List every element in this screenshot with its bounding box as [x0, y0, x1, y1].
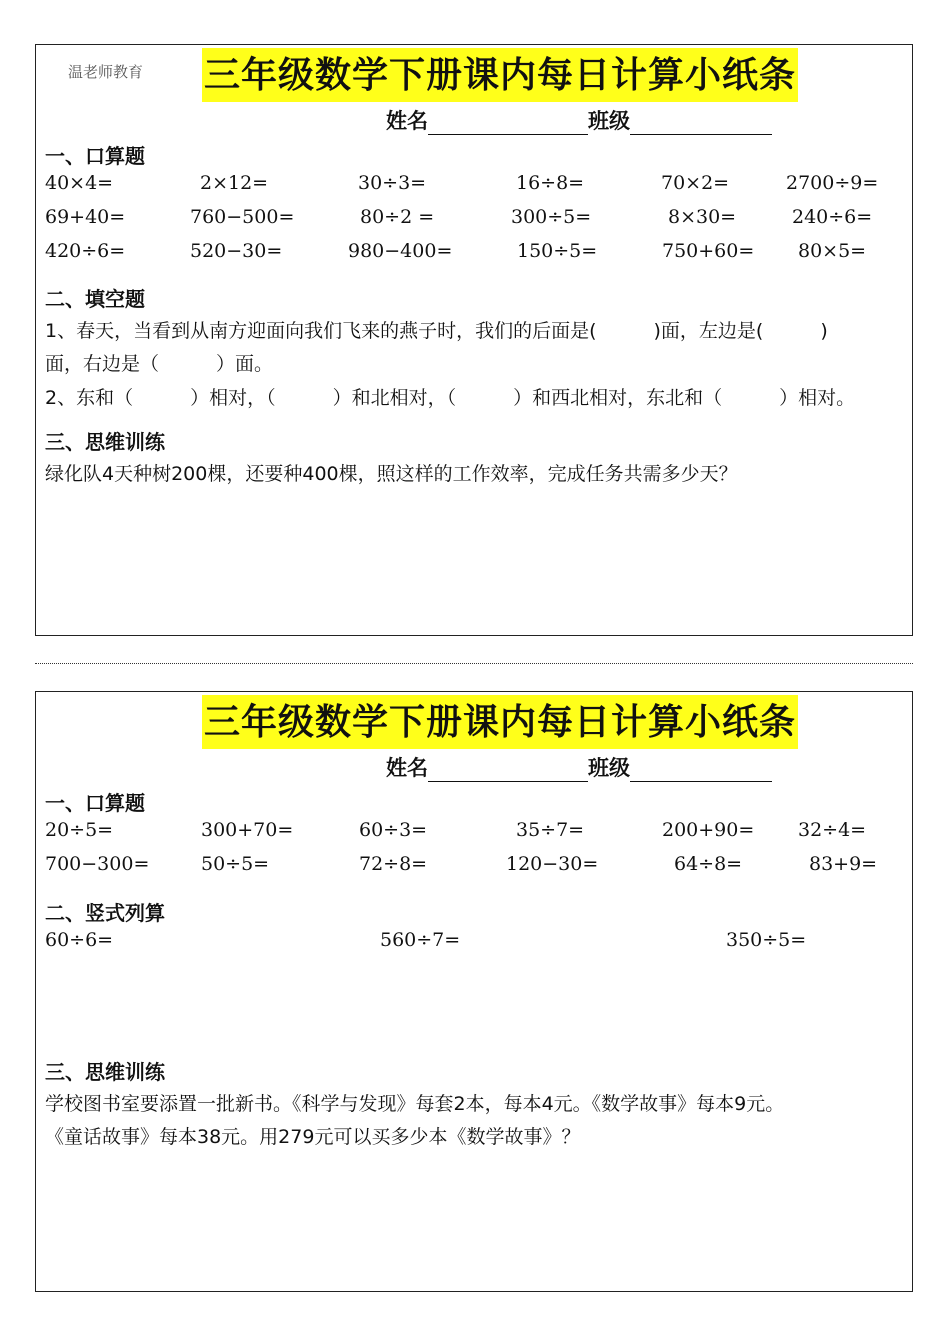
- oral-item: 150÷5=: [517, 240, 598, 262]
- oral-item: 520−30=: [190, 240, 283, 262]
- card2-section-oral: 一、口算题: [45, 791, 145, 815]
- card1-section-fill: 二、填空题: [45, 287, 145, 311]
- card2-section-thinking: 三、思维训练: [45, 1060, 165, 1084]
- card1-section-oral: 一、口算题: [45, 144, 145, 168]
- oral-item: 300+70=: [201, 819, 294, 841]
- cut-line: [35, 663, 913, 664]
- class-label: 班级: [588, 109, 630, 133]
- oral-item: 30÷3=: [358, 172, 427, 194]
- oral-item: 200+90=: [662, 819, 755, 841]
- oral-item: 8×30=: [668, 206, 737, 228]
- fill-question-2: 2、东和（ ）相对，（ ）和北相对，（ ）和西北相对，东北和（ ）相对。: [45, 387, 856, 409]
- card2-name-row: [386, 752, 772, 782]
- oral-item: 60÷3=: [359, 819, 428, 841]
- name-blank[interactable]: [428, 112, 588, 135]
- oral-row: [36, 240, 912, 270]
- oral-item: 2700÷9=: [786, 172, 879, 194]
- thinking-question-line1: 学校图书室要添置一批新书。《科学与发现》每套2本，每本4元。《数学故事》每本9元。: [45, 1093, 785, 1115]
- worksheet-card-1: [35, 44, 913, 636]
- oral-item: 32÷4=: [798, 819, 867, 841]
- oral-item: 420÷6=: [45, 240, 126, 262]
- oral-item: 80÷2 =: [360, 206, 435, 228]
- name-blank[interactable]: [428, 759, 588, 782]
- thinking-question: 绿化队4天种树200棵，还要种400棵，照这样的工作效率，完成任务共需多少天？: [45, 463, 738, 485]
- oral-item: 70×2=: [661, 172, 730, 194]
- card1-name-row: [386, 105, 772, 135]
- class-blank[interactable]: [630, 112, 772, 135]
- vertical-row: [36, 929, 912, 959]
- vertical-item: 350÷5=: [726, 929, 807, 951]
- oral-item: 240÷6=: [792, 206, 873, 228]
- name-label: 姓名: [386, 756, 428, 780]
- oral-item: 64÷8=: [674, 853, 743, 875]
- oral-item: 72÷8=: [359, 853, 428, 875]
- oral-row: [36, 172, 912, 202]
- oral-row: [36, 853, 912, 883]
- oral-item: 20÷5=: [45, 819, 114, 841]
- worksheet-card-2: [35, 691, 913, 1292]
- watermark: 温老师教育: [68, 63, 144, 81]
- oral-item: 69+40=: [45, 206, 126, 228]
- card2-title: 三年级数学下册课内每日计算小纸条: [202, 695, 798, 749]
- oral-item: 35÷7=: [516, 819, 585, 841]
- card2-section-vertical: 二、竖式列算: [45, 901, 165, 925]
- oral-item: 40×4=: [45, 172, 114, 194]
- oral-item: 300÷5=: [511, 206, 592, 228]
- name-label: 姓名: [386, 109, 428, 133]
- card1-title: 三年级数学下册课内每日计算小纸条: [202, 48, 798, 102]
- oral-item: 700−300=: [45, 853, 150, 875]
- class-blank[interactable]: [630, 759, 772, 782]
- oral-item: 16÷8=: [516, 172, 585, 194]
- oral-item: 760−500=: [190, 206, 295, 228]
- oral-item: 80×5=: [798, 240, 867, 262]
- oral-row: [36, 206, 912, 236]
- oral-item: 83+9=: [809, 853, 878, 875]
- vertical-item: 560÷7=: [380, 929, 461, 951]
- oral-item: 2×12=: [200, 172, 269, 194]
- card1-section-thinking: 三、思维训练: [45, 430, 165, 454]
- vertical-item: 60÷6=: [45, 929, 114, 951]
- oral-item: 120−30=: [506, 853, 599, 875]
- oral-item: 980−400=: [348, 240, 453, 262]
- class-label: 班级: [588, 756, 630, 780]
- oral-item: 50÷5=: [201, 853, 270, 875]
- oral-row: [36, 819, 912, 849]
- fill-question-1a: 1、春天，当看到从南方迎面向我们飞来的燕子时，我们的后面是( )面，左边是( ): [45, 320, 828, 342]
- oral-item: 750+60=: [662, 240, 755, 262]
- fill-question-1b: 面，右边是（ ）面。: [45, 353, 274, 375]
- thinking-question-line2: 《童话故事》每本38元。用279元可以买多少本《数学故事》？: [45, 1126, 581, 1148]
